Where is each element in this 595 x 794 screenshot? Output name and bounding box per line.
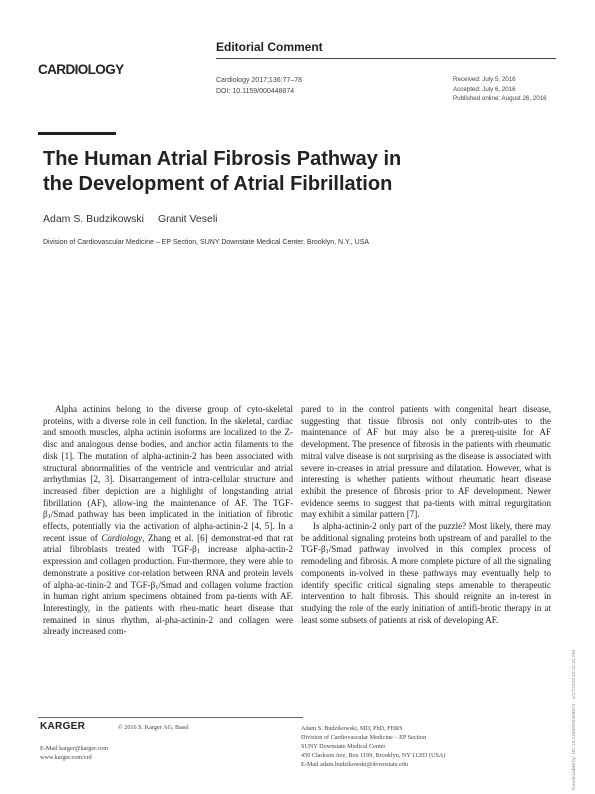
header-rule <box>216 58 556 59</box>
affiliation: Division of Cardiovascular Medicine – EP Section, SUNY Downstate Medical Center, Brooklyn, N.Y., USA <box>43 239 370 246</box>
body-column-left <box>43 404 293 638</box>
doi-line: DOI: 10.1159/000448874 <box>216 88 295 95</box>
accepted-date: Accepted: July 6, 2016 <box>453 85 516 93</box>
title-line-1: The Human Atrial Fibrosis Pathway in <box>43 148 402 170</box>
publisher-logo: KARGER <box>40 721 86 732</box>
dates-block <box>453 75 547 104</box>
author-name: Granit Veseli <box>157 213 218 225</box>
publisher-contact <box>40 744 108 762</box>
copyright-notice: © 2016 S. Karger AG, Basel <box>118 724 189 731</box>
publisher-website: www.karger.com/crd <box>40 754 92 761</box>
body-paragraph: Alpha actinins belong to the diverse group of cyto-skeletal proteins, with a diverse role in cell function. In the skeletal, cardiac and smooth muscles, alpha actinin isoforms are localized to the Z-disc and analogous dense bodies, and anchor actin filaments to the disk [1]. The mutation of alpha-actinin-2 has been associated with structural abnormalities of the ventricle and ventricular and atrial arrhythmias [2, 3]. Disarrangement of intra-cellular structure and increased fiber depiction are a highlight of longstanding atrial fibrillation (AF), allow-ing the maintenance of AF. The TGF-$\beta_1$/Smad pathway has been implicated in the initiation of fibrotic effects, potentially via the activation of alpha-actinin-2 [4, 5]. In a recent issue of Cardiology, Zhang et al. [6] demonstrat-ed that rat atrial fibroblasts treated with TGF-$\beta_1$ increase alpha-actin-2 expression and collagen production. Fur-thermore, they were able to demonstrate a positive cor-relation between RNA and protein levels of alpha-ac-tinin-2 and TGF-$\beta_1$/Smad and collagen volume fraction in human right atrium specimens obtained from pa-tients with AF. Interestingly, in the patients with rheu-matic heart disease that remained in sinus rhythm, al-pha-actinin-2 and collagen were already increased com- <box>43 404 293 637</box>
body-paragraph: Is alpha-actinin-2 only part of the puzzle? Most likely, there may be additional signaling proteins both upstream of and parallel to the TGF-$\beta_1$/Smad pathway involved in this complex process of remodeling and fibrosis. A more complete picture of all the signaling components in-volved in these pathways may eventually help to identify specific critical signaling steps amenable to therapeutic intervention to halt fibrosis. This should reignite an in-terest in studying the role of the early initiation of antifi-brotic therapy in at least some subsets of patients at risk of developing AF. <box>301 521 551 625</box>
correspondence-line: SUNY Downstate Medical Center <box>301 743 386 750</box>
publisher-email: E-Mail karger@karger.com <box>40 745 109 752</box>
correspondence-line: Adam S. Budzikowski, MD, PhD, FHRS <box>301 725 403 732</box>
article-title <box>43 147 513 197</box>
received-date: Received: July 5, 2016 <box>453 76 516 83</box>
footer-rule <box>38 717 303 718</box>
correspondence-line: Division of Cardiovascular Medicine – EP Section <box>301 734 427 741</box>
title-accent-rule <box>38 132 116 135</box>
citation-block <box>216 75 302 97</box>
title-line-2: the Development of Atrial Fibrillation <box>43 173 393 195</box>
journal-logo: CARDIOLOGY <box>38 62 124 77</box>
correspondence-email: E-Mail adam.budzikowski@downstate.edu <box>301 761 408 768</box>
body-paragraph: pared to in the control patients with congenital heart disease, suggesting that tissue fibrosis not only contrib-utes to the maintenance of AF but may also be a prereq-uisite for AF development. The presence of fibrosis in the patients with rheumatic mitral valve disease is not surprising as the disease is associated with severe in-creases in atrial pressure and dilatation. However, what is interesting is whether patients without rheumatic heart disease exhibit the presence of fibrosis prior to AF development. Newer evidence seems to suggest that pa-tients with mitral regurgitation may exhibit a similar pattern [7]. <box>301 404 551 520</box>
body-column-right <box>301 404 551 626</box>
correspondence-line: 450 Clarkson Ave, Box 1199, Brooklyn, NY 11203 (USA) <box>301 752 446 759</box>
author-list <box>43 213 218 225</box>
section-label: Editorial Comment <box>216 40 323 54</box>
author-name: Adam S. Budzikowski <box>43 213 144 225</box>
published-date: Published online: August 26, 2016 <box>453 95 547 102</box>
correspondence-block <box>301 724 445 769</box>
citation-line: Cardiology 2017;136:77–78 <box>216 77 303 84</box>
journal-name: Cardiology <box>101 532 143 543</box>
download-stamp: Downloaded by: UC 10.1159/000448874 · 1/17/2019 10:11:31 AM <box>572 650 577 790</box>
